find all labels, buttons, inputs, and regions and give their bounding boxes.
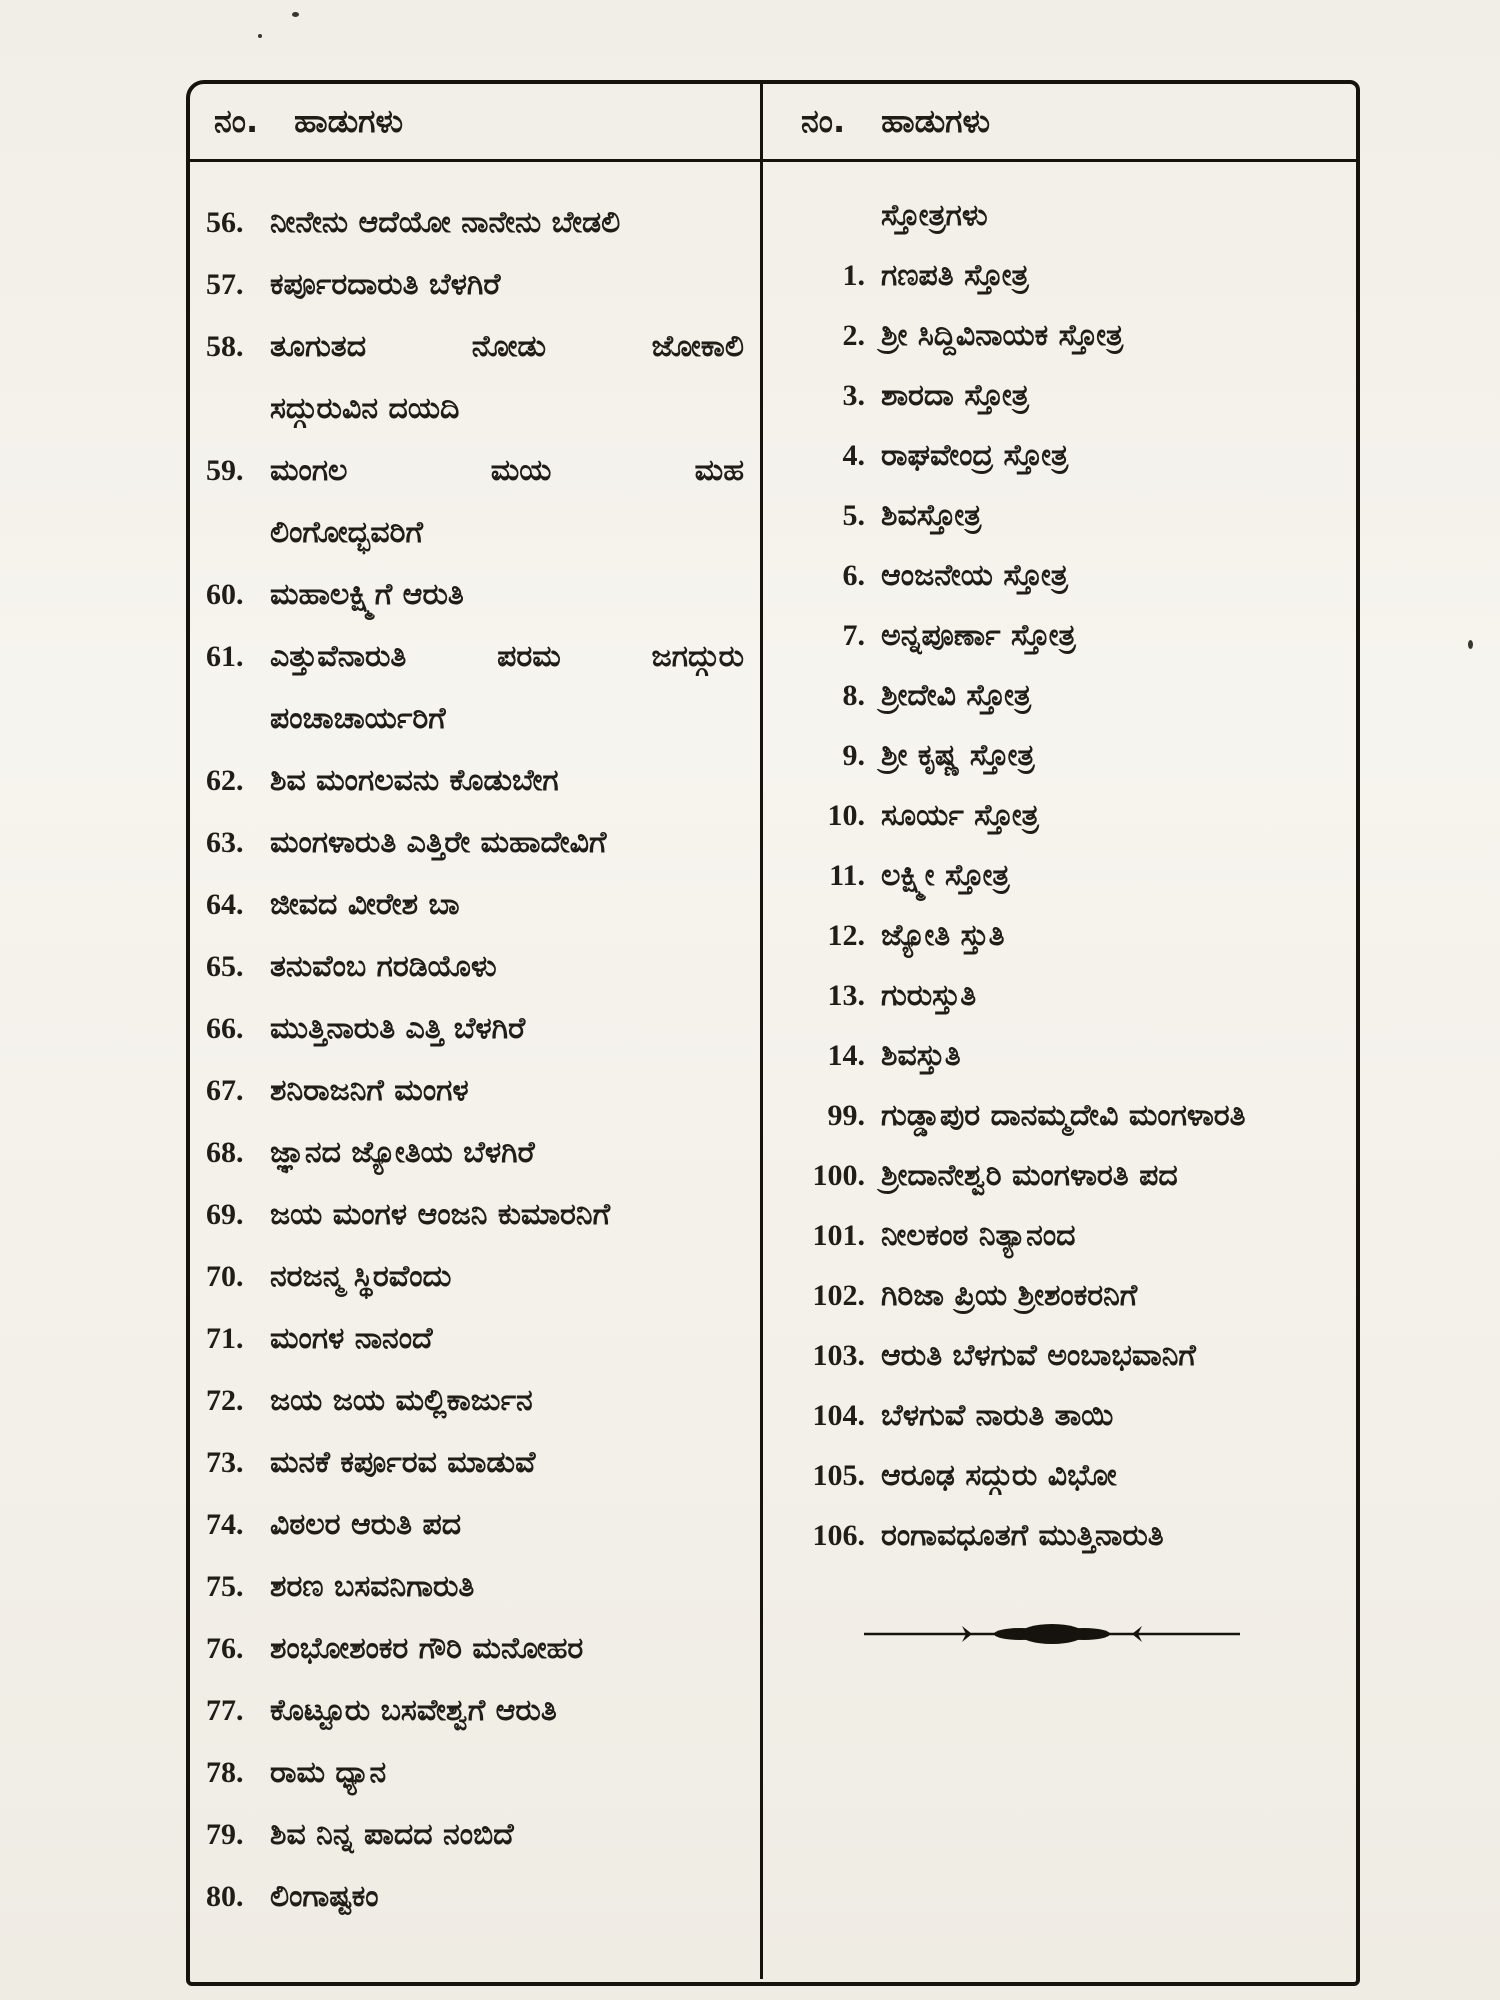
list-item [789,426,1344,486]
item-number: 56. [206,206,244,239]
list-item [789,486,1344,546]
scan-speck [258,34,262,38]
stotras-subheader [789,186,1344,246]
item-number: 79. [206,1818,244,1851]
item-title [270,440,744,564]
list-item [206,1556,744,1618]
item-number: 64. [206,888,244,921]
item-number: 67. [206,1074,244,1107]
item-number: 6. [842,559,865,592]
item-title [270,936,744,998]
left-column [190,162,763,1979]
list-item [789,1206,1344,1266]
list-item [789,666,1344,726]
item-title-line: ಎತ್ತುವೆನಾರುತಿ ಪರಮ ಜಗದ್ಗುರು [270,639,744,674]
item-number: 5. [842,499,865,532]
item-number: 13. [827,979,865,1012]
item-title [881,846,1344,906]
item-title-line: ತೂಗುತದ ನೋಡು ಜೋಕಾಲಿ [270,329,744,364]
subheader-label [881,186,1344,246]
item-title-line: ಮನಕೆ ಕರ್ಪೂರವ ಮಾಡುವೆ [270,1445,536,1480]
item-title-line: ಗುಡ್ಡಾಪುರ ದಾನಮ್ಮದೇವಿ ಮಂಗಳಾರತಿ [881,1098,1246,1133]
item-number: 75. [206,1570,244,1603]
item-title [881,1446,1344,1506]
list-item [789,1386,1344,1446]
item-title-line: ರಾಘವೇಂದ್ರ ಸ್ತೋತ್ರ [881,438,1069,473]
item-number: 10. [827,799,865,832]
item-title-line: ಜ್ಞಾನದ ಜ್ಯೋತಿಯ ಬೆಳಗಿರೆ [270,1135,535,1170]
list-item [789,606,1344,666]
header-left-number-label: ನಂ. [214,102,259,140]
item-number: 57. [206,268,244,301]
item-title [881,1506,1344,1566]
list-item [206,1680,744,1742]
list-item [206,1866,744,1928]
list-item [789,1146,1344,1206]
list-item [206,564,744,626]
item-title [270,1370,744,1432]
table-header [190,84,1356,162]
item-title [270,192,744,254]
item-title [270,254,744,316]
item-title-line: ಶ್ರೀ ಕೃಷ್ಣ ಸ್ತೋತ್ರ [881,738,1035,773]
item-title-line: ಶರಣ ಬಸವನಿಗಾರುತಿ [270,1569,475,1604]
item-title-line: ಶಂಭೋಶಂಕರ ಗೌರಿ ಮನೋಹರ [270,1631,584,1666]
item-number: 68. [206,1136,244,1169]
item-title [270,1618,744,1680]
item-title [270,1556,744,1618]
item-number: 74. [206,1508,244,1541]
right-song-list [789,246,1344,1566]
item-title [270,812,744,874]
list-item [206,1184,744,1246]
item-number: 70. [206,1260,244,1293]
item-title-line: ಆಂಜನೇಯ ಸ್ತೋತ್ರ [881,558,1068,593]
item-title [270,1308,744,1370]
item-number: 102. [812,1279,865,1312]
list-item [789,846,1344,906]
item-title-line: ಶಿವಸ್ತೋತ್ರ [881,498,982,533]
list-item [789,246,1344,306]
item-title-line: ಶ್ರೀದೇವಿ ಸ್ತೋತ್ರ [881,678,1032,713]
item-number: 3. [842,379,865,412]
song-index-table [186,80,1360,1986]
header-right-title: ಹಾಡುಗಳು [881,102,991,140]
list-item [206,936,744,998]
item-title [881,1386,1344,1446]
list-item [789,726,1344,786]
list-item [206,998,744,1060]
item-title [270,1246,744,1308]
item-title [881,306,1344,366]
item-title-line: ನೀಲಕಂಠ ನಿತ್ಯಾನಂದ [881,1218,1076,1253]
item-number: 65. [206,950,244,983]
item-number: 78. [206,1756,244,1789]
item-number: 14. [827,1039,865,1072]
item-title-line: ತನುವೆಂಬ ಗರಡಿಯೊಳು [270,949,497,984]
list-item [206,1308,744,1370]
item-number: 62. [206,764,244,797]
ornament-icon [862,1618,1242,1650]
item-number: 104. [812,1399,865,1432]
header-left-title: ಹಾಡುಗಳು [294,102,404,140]
item-title-line: ಸದ್ಗುರುವಿನ ದಯದಿ [270,391,460,426]
list-item [789,1266,1344,1326]
list-item [789,366,1344,426]
item-title-line: ಗುರುಸ್ತುತಿ [881,978,977,1013]
subheader-text: ಸ್ತೋತ್ರಗಳು [881,198,988,233]
item-number: 71. [206,1322,244,1355]
list-item [206,440,744,564]
item-title-line: ಜಯ ಜಯ ಮಲ್ಲಿಕಾರ್ಜುನ [270,1383,533,1418]
item-title-line: ಶ್ರೀ ಸಿದ್ದಿವಿನಾಯಕ ಸ್ತೋತ್ರ [881,318,1124,353]
item-title [270,1494,744,1556]
item-title [270,750,744,812]
list-item [789,306,1344,366]
list-item [206,1246,744,1308]
item-title-line: ಬೆಳಗುವೆ ನಾರುತಿ ತಾಯಿ [881,1398,1114,1433]
item-number: 99. [827,1099,865,1132]
item-title [881,486,1344,546]
item-title-line: ಜ್ಯೋತಿ ಸ್ತುತಿ [881,918,1005,953]
header-left [190,84,763,159]
item-title [881,1146,1344,1206]
list-item [789,1506,1344,1566]
item-title-line: ವಿಠಲರ ಆರುತಿ ಪದ [270,1507,462,1542]
item-title-line: ಕರ್ಪೂರದಾರುತಿ ಬೆಳಗಿರೆ [270,267,501,302]
item-title-line: ಅನ್ನಪೂರ್ಣಾ ಸ್ತೋತ್ರ [881,618,1076,653]
item-title [270,1866,744,1928]
item-title-line: ಗಣಪತಿ ಸ್ತೋತ್ರ [881,258,1029,293]
item-title-line: ಸೂರ್ಯ ಸ್ತೋತ್ರ [881,798,1039,833]
item-title [881,606,1344,666]
list-item [789,1026,1344,1086]
list-item [206,192,744,254]
item-title [270,1060,744,1122]
item-title-line: ಮಂಗಲ ಮಯ ಮಹ [270,453,744,488]
list-item [206,874,744,936]
item-number: 61. [206,640,244,673]
item-number: 8. [842,679,865,712]
item-title-line: ಮಂಗಳಾರುತಿ ಎತ್ತಿರೇ ಮಹಾದೇವಿಗೆ [270,825,607,860]
item-title [881,1206,1344,1266]
item-title [881,1266,1344,1326]
item-number: 1. [842,259,865,292]
item-title-line: ಲಿಂಗಾಷ್ಟಕಂ [270,1879,379,1914]
item-number: 76. [206,1632,244,1665]
item-number: 66. [206,1012,244,1045]
item-title [881,1326,1344,1386]
scan-speck [1468,640,1473,649]
item-number: 103. [812,1339,865,1372]
item-title-line: ಆರೂಢ ಸದ್ಗುರು ವಿಭೋ [881,1458,1117,1493]
item-number: 2. [842,319,865,352]
item-title-line: ಶಿವ ಮಂಗಲವನು ಕೊಡುಬೇಗ [270,763,559,798]
item-title [270,564,744,626]
item-number: 4. [842,439,865,472]
list-item [206,626,744,750]
item-title-line: ಶಿವಸ್ತುತಿ [881,1038,961,1073]
item-title [270,1432,744,1494]
item-title-line: ನರಜನ್ಮ ಸ್ಥಿರವೆಂದು [270,1259,452,1294]
list-item [789,1446,1344,1506]
item-title [881,1086,1344,1146]
item-number: 58. [206,330,244,363]
list-item [206,1804,744,1866]
left-song-list [206,192,744,1928]
item-title [881,246,1344,306]
item-number: 101. [812,1219,865,1252]
item-number: 105. [812,1459,865,1492]
item-number: 80. [206,1880,244,1913]
item-title [881,546,1344,606]
item-title-line: ಮಹಾಲಕ್ಷ್ಮಿಗೆ ಆರುತಿ [270,577,464,612]
list-item [206,750,744,812]
item-number: 60. [206,578,244,611]
item-number: 63. [206,826,244,859]
list-item [789,1326,1344,1386]
list-item [206,1432,744,1494]
item-number: 69. [206,1198,244,1231]
item-title-line: ಶಿವ ನಿನ್ನ ಪಾದದ ನಂಬಿದೆ [270,1817,514,1852]
item-title-line: ಲಿಂಗೋದ್ಭವರಿಗೆ [270,515,423,550]
list-item [206,254,744,316]
item-number: 73. [206,1446,244,1479]
item-title-line: ಮುತ್ತಿನಾರುತಿ ಎತ್ತಿ ಬೆಳಗಿರೆ [270,1011,526,1046]
table-body [190,162,1356,1979]
list-item [789,906,1344,966]
item-title [270,1122,744,1184]
item-title [270,626,744,750]
item-title [881,726,1344,786]
item-number: 7. [842,619,865,652]
item-title [270,874,744,936]
item-title-line: ಶನಿರಾಜನಿಗೆ ಮಂಗಳ [270,1073,469,1108]
list-item [789,786,1344,846]
item-title [270,1804,744,1866]
item-number: 72. [206,1384,244,1417]
item-title-line: ಗಿರಿಜಾ ಪ್ರಿಯ ಶ್ರೀಶಂಕರನಿಗೆ [881,1278,1138,1313]
item-title [270,316,744,440]
list-item [206,1494,744,1556]
list-item [206,316,744,440]
item-title [881,366,1344,426]
decorative-divider [789,1618,1344,1650]
item-title [881,906,1344,966]
list-item [206,1742,744,1804]
item-title-line: ರಂಗಾವಧೂತಗೆ ಮುತ್ತಿನಾರುತಿ [881,1518,1164,1553]
list-item [206,1618,744,1680]
item-title [881,786,1344,846]
item-number: 9. [842,739,865,772]
item-title-line: ಜಯ ಮಂಗಳ ಆಂಜನಿ ಕುಮಾರನಿಗೆ [270,1197,611,1232]
item-title [881,426,1344,486]
list-item [206,1122,744,1184]
header-right-number-label: ನಂ. [801,102,846,140]
item-title-line: ಪಂಚಾಚಾರ್ಯರಿಗೆ [270,701,446,736]
item-title-line: ಆರುತಿ ಬೆಳಗುವೆ ಅಂಬಾಭವಾನಿಗೆ [881,1338,1196,1373]
item-number: 11. [829,859,865,892]
list-item [789,1086,1344,1146]
list-item [206,812,744,874]
item-title-line: ಶ್ರೀದಾನೇಶ್ವರಿ ಮಂಗಳಾರತಿ ಪದ [881,1158,1178,1193]
list-item [206,1060,744,1122]
item-number: 59. [206,454,244,487]
item-title [881,1026,1344,1086]
header-right [763,84,1356,159]
item-title-line: ಕೊಟ್ಟೂರು ಬಸವೇಶ್ವಗೆ ಆರುತಿ [270,1693,557,1728]
item-number: 106. [812,1519,865,1552]
item-title [270,1742,744,1804]
item-title [881,666,1344,726]
scan-speck [292,12,299,17]
list-item [789,546,1344,606]
item-number: 100. [812,1159,865,1192]
item-number: 12. [827,919,865,952]
item-title-line: ಮಂಗಳ ನಾನಂದೆ [270,1321,433,1356]
item-title [270,1184,744,1246]
item-title-line: ನೀನೇನು ಆದೆಯೋ ನಾನೇನು ಬೇಡಲಿ [270,205,621,240]
right-column [763,162,1356,1979]
item-title [270,998,744,1060]
item-title-line: ಲಕ್ಷ್ಮೀ ಸ್ತೋತ್ರ [881,858,1010,893]
list-item [206,1370,744,1432]
item-title-line: ಶಾರದಾ ಸ್ತೋತ್ರ [881,378,1029,413]
item-title [881,966,1344,1026]
item-title [270,1680,744,1742]
item-number: 77. [206,1694,244,1727]
item-title-line: ಜೀವದ ವೀರೇಶ ಬಾ [270,887,460,922]
list-item [789,966,1344,1026]
item-title-line: ರಾಮ ಧ್ಯಾನ [270,1755,387,1790]
